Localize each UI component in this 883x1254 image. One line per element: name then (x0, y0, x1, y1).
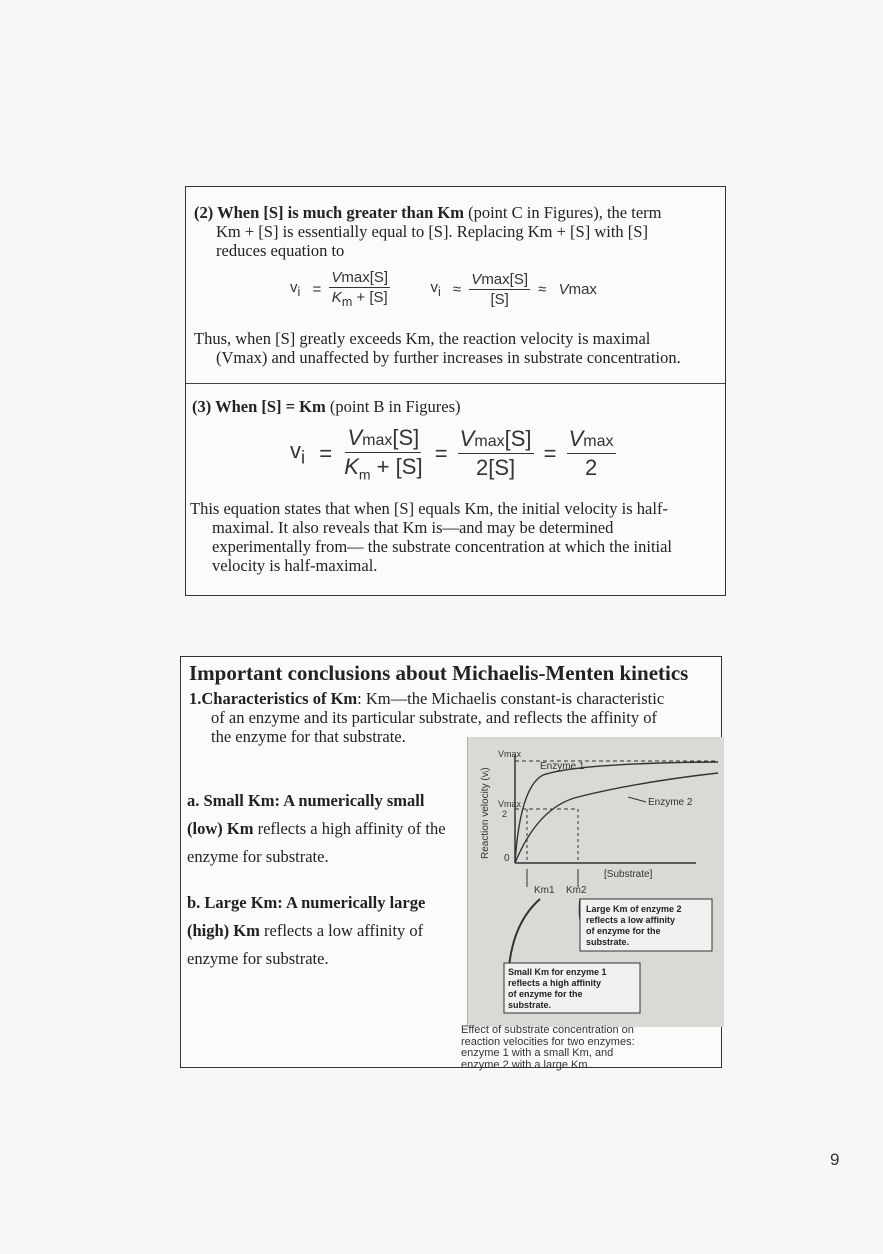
half-max-paragraph: This equation states that when [S] equals Km, the initial velocity is half- maximal. It also reveals that Km is—and may be determined experimentally from— the substrate concentration at which the initial velocity is half-maximal. (190, 499, 673, 575)
michaelis-menten-figure (467, 737, 724, 1027)
x-axis-label: [Substrate] (604, 869, 653, 880)
enzyme2-pointer (628, 797, 646, 802)
enzyme2-label: Enzyme 2 (648, 797, 693, 808)
vmax-label: Vmax (498, 749, 522, 759)
large-km-paragraph: b. Large Km: A numerically large (high) Km reflects a low affinity of enzyme for substrate. (187, 893, 426, 968)
figure-caption: Effect of substrate concentration on reaction velocities for two enzymes: enzyme 1 with a small Km, and enzyme 2 with a large Km. (461, 1024, 635, 1071)
slide-mm-conclusions (180, 656, 722, 1071)
point-b-heading: (3) When [S] = Km (point B in Figures) (192, 397, 461, 416)
km1-label: Km1 (534, 885, 555, 896)
enzyme2-curve (515, 773, 718, 863)
half-vmax-denominator: 2 (502, 809, 508, 819)
point-c-paragraph: (2) When [S] is much greater than Km (point C in Figures), the term Km + [S] is essentially equal to [S]. Replacing Km + [S] with [S] reduces equation to (194, 203, 662, 260)
large-km-note: Large Km of enzyme 2 reflects a low affinity of enzyme for the substrate. (586, 904, 682, 947)
enzyme1-label: Enzyme 1 (540, 761, 585, 772)
small-km-note: Small Km for enzyme 1 reflects a high affinity of enzyme for the substrate. (508, 967, 607, 1010)
small-km-paragraph: a. Small Km: A numerically small (low) Km reflects a high affinity of the enzyme for substrate. (187, 791, 446, 866)
km-characteristics-paragraph: 1.Characteristics of Km: Km—the Michaelis constant-is characteristic of an enzyme and its particular substrate, and reflects the affinity of the enzyme for that substrate. (189, 689, 665, 746)
km2-label: Km2 (566, 885, 587, 896)
origin-label: 0 (504, 853, 510, 864)
vmax-conclusion-paragraph: Thus, when [S] greatly exceeds Km, the reaction velocity is maximal (Vmax) and unaffected by further increases in substrate concentration. (194, 329, 681, 367)
velocity-plot (468, 737, 724, 1027)
equation-half-vmax: $v_i$ = $\frac{Vmax[S]}{K_m + [S]}$ = $\frac{Vmax[S]}{2[S]}$ = $\frac{Vmax}{2}$ (290, 425, 614, 483)
page-number: 9 (830, 1150, 840, 1169)
equation-vmax-limit: $v_i$ = $\frac{Vmax[S]}{K_m + [S]}$ $v_i$ ≈ $\frac{Vmax[S]}{[S]}$ ≈ Vmax (290, 269, 597, 309)
slide-title: Important conclusions about Michaelis-Menten kinetics (189, 661, 689, 685)
section-divider (186, 383, 725, 384)
point-c-heading: (2) When [S] is much greater than Km (194, 203, 464, 222)
y-axis-label: Reaction velocity (vᵢ) (480, 767, 491, 859)
half-vmax-label: Vmax (498, 799, 522, 809)
slide-km-cases (185, 186, 726, 596)
